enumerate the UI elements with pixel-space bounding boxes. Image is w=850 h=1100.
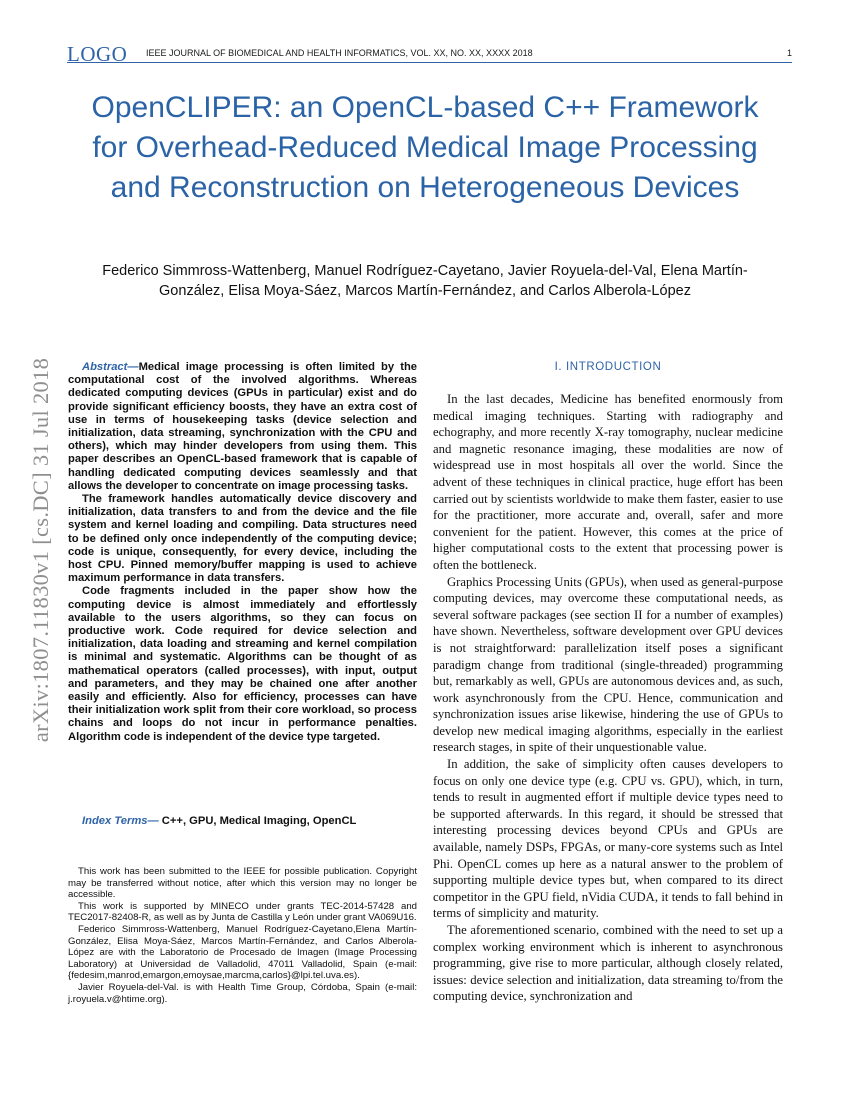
body-paragraph: In the last decades, Medicine has benefited enormously from medical imaging techniques. Starting with radiography and echography, and more recently X-ray tomography, nuclear medicine and magnetic resonance imaging, these modalities are now of widespread use in most hospitals all over the world. Since the advent of these techniques in clinical practice, huge effort has been carried out by scientists worldwide to make them faster, easier to use for the practitioner, more accurate and, overall, safer and more convenient for the patient. However, this comes at the price of higher computational costs to the extent that processing power is often the bottleneck. — [433, 392, 783, 572]
footnote: Javier Royuela-del-Val. is with Health Time Group, Córdoba, Spain (e-mail: j.royuela.v@htime.org). — [68, 981, 417, 1005]
abstract-paragraph — [68, 361, 417, 493]
footnote: This work has been submitted to the IEEE for possible publication. Copyright may be transferred without notice, after which this version may no longer be accessible. — [68, 866, 417, 901]
section-heading: I. INTRODUCTION — [554, 361, 662, 373]
body-paragraph: The aforementioned scenario, combined with the need to set up a complex working environment which is inherent to asynchronous programming, give rise to more particular, although closely related, issues: device selection and initialization, data streaming to/from the computing device, synchronization and — [433, 923, 783, 1004]
body-paragraph: In addition, the sake of simplicity often causes developers to focus on only one device type (e.g. CPU vs. GPU), which, in turn, tends to result in augmented effort if multiple device types need to be supported afterwards. In this regard, it should be stressed that interesting processing devices beyond CPUs and GPUs are available, namely DSPs, FPGAs, or many-core systems such as Intel Phi. OpenCL comes up here as a natural answer to the problem of supporting multiple device types but, when compared to its direct competitor in the GPU field, nVidia CUDA, it tends to fall behind in terms of simplicity and maturity. — [433, 757, 783, 921]
page-number: 1 — [786, 48, 792, 58]
header-rule — [67, 62, 792, 63]
index-terms-text: C++, GPU, Medical Imaging, OpenCL — [158, 815, 357, 827]
section-body — [433, 391, 783, 1005]
body-paragraph: Graphics Processing Units (GPUs), when used as general-purpose computing devices, may overcome these computational needs, as several software packages (see section II for a number of examples) have shown. Nevertheless, software development over GPU devices is not straightforward: parallelization itself poses a significant paradigm change from traditional (single-threaded) programming but, remarkably as well, GPUs are autonomous devices and, as such, work asynchronously from the CPU. Hence, communication and synchronization issues arise likewise, hindering the use of GPUs to develop new medical imaging algorithms, especially in the earliest research stages, in spite of their unquestionable value. — [433, 574, 783, 755]
arxiv-stamp — [21, 305, 61, 795]
footnote: Federico Simmross-Wattenberg, Manuel Rodríguez-Cayetano,Elena Martín-González, Elisa Moya-Sáez, Marcos Martín-Fernández, and Carlos Alberola-López are with the Laboratorio de Procesado de Imagen (Image Processing Laboratory) at Universidad de Valladolid, 47011 Valladolid, Spain (e-mail: {fedesim,manrod,emargon,emoysae,marcma,carlos}@lpi.tel.uva.es). — [68, 923, 417, 982]
journal-logo: LOGO — [67, 42, 128, 66]
abstract-text: Medical image processing is often limited by the computational cost of the involved algorithms. Whereas dedicated computing devices (GPUs in particular) exist and do provide significant efficiency boosts, they have an extra cost of use in terms of housekeeping tasks (device selection and initialization, data streaming, synchronization with the CPU and others), which may hinder developers from using them. This paper describes an OpenCL-based framework that is capable of handling dedicated computing devices seamlessly and that allows the developer to concentrate on image processing tasks. — [68, 361, 417, 492]
footnotes — [68, 866, 417, 1005]
abstract — [68, 361, 417, 744]
abstract-paragraph: The framework handles automatically device discovery and initialization, data transfers to and from the device and the file system and kernel loading and compiling. Data structures need to be defined only once independently of the computing device; code is unique, consequently, for every device, including the host CPU. Pinned memory/buffer mapping is used to achieve maximum performance in data transfers. — [68, 493, 417, 585]
index-terms-lead: Index Terms— — [82, 815, 159, 827]
footnote: This work is supported by MINECO under grants TEC-2014-57428 and TEC2017-82408-R, as well as by Junta de Castilla y León under grant VA069U16. — [68, 900, 417, 924]
abstract-lead: Abstract— — [82, 361, 139, 373]
arxiv-stamp-text: arXiv:1807.11830v1 [cs.DC] 31 Jul 2018 — [28, 357, 53, 743]
author-list: Federico Simmross-Wattenberg, Manuel Rodríguez-Cayetano, Javier Royuela-del-Val, Elena Martín-González, Elisa Moya-Sáez, Marcos Martín-Fernández, and Carlos Alberola-López — [102, 263, 748, 299]
index-terms — [68, 815, 417, 827]
journal-header: IEEE JOURNAL OF BIOMEDICAL AND HEALTH INFORMATICS, VOL. XX, NO. XX, XXXX 2018 — [146, 48, 533, 58]
paper-title: OpenCLIPER: an OpenCL-based C++ Framework for Overhead-Reduced Medical Image Processing and Reconstruction on Heterogeneous Devices — [91, 91, 759, 204]
abstract-paragraph: Code fragments included in the paper show how the computing device is almost immediately and effortlessly available to the users algorithms, so they can focus on productive work. Code required for device selection and initialization, data loading and streaming and kernel compilation is minimal and systematic. Algorithms can be thought of as mathematical operators (called processes), with input, output and parameters, and they may be chained one after another easily and efficiently. Also for efficiency, processes can have their initialization work split from their core workload, so process chains and loops do not incur in performance penalties. Algorithm code is independent of the device type targeted. — [68, 585, 417, 743]
